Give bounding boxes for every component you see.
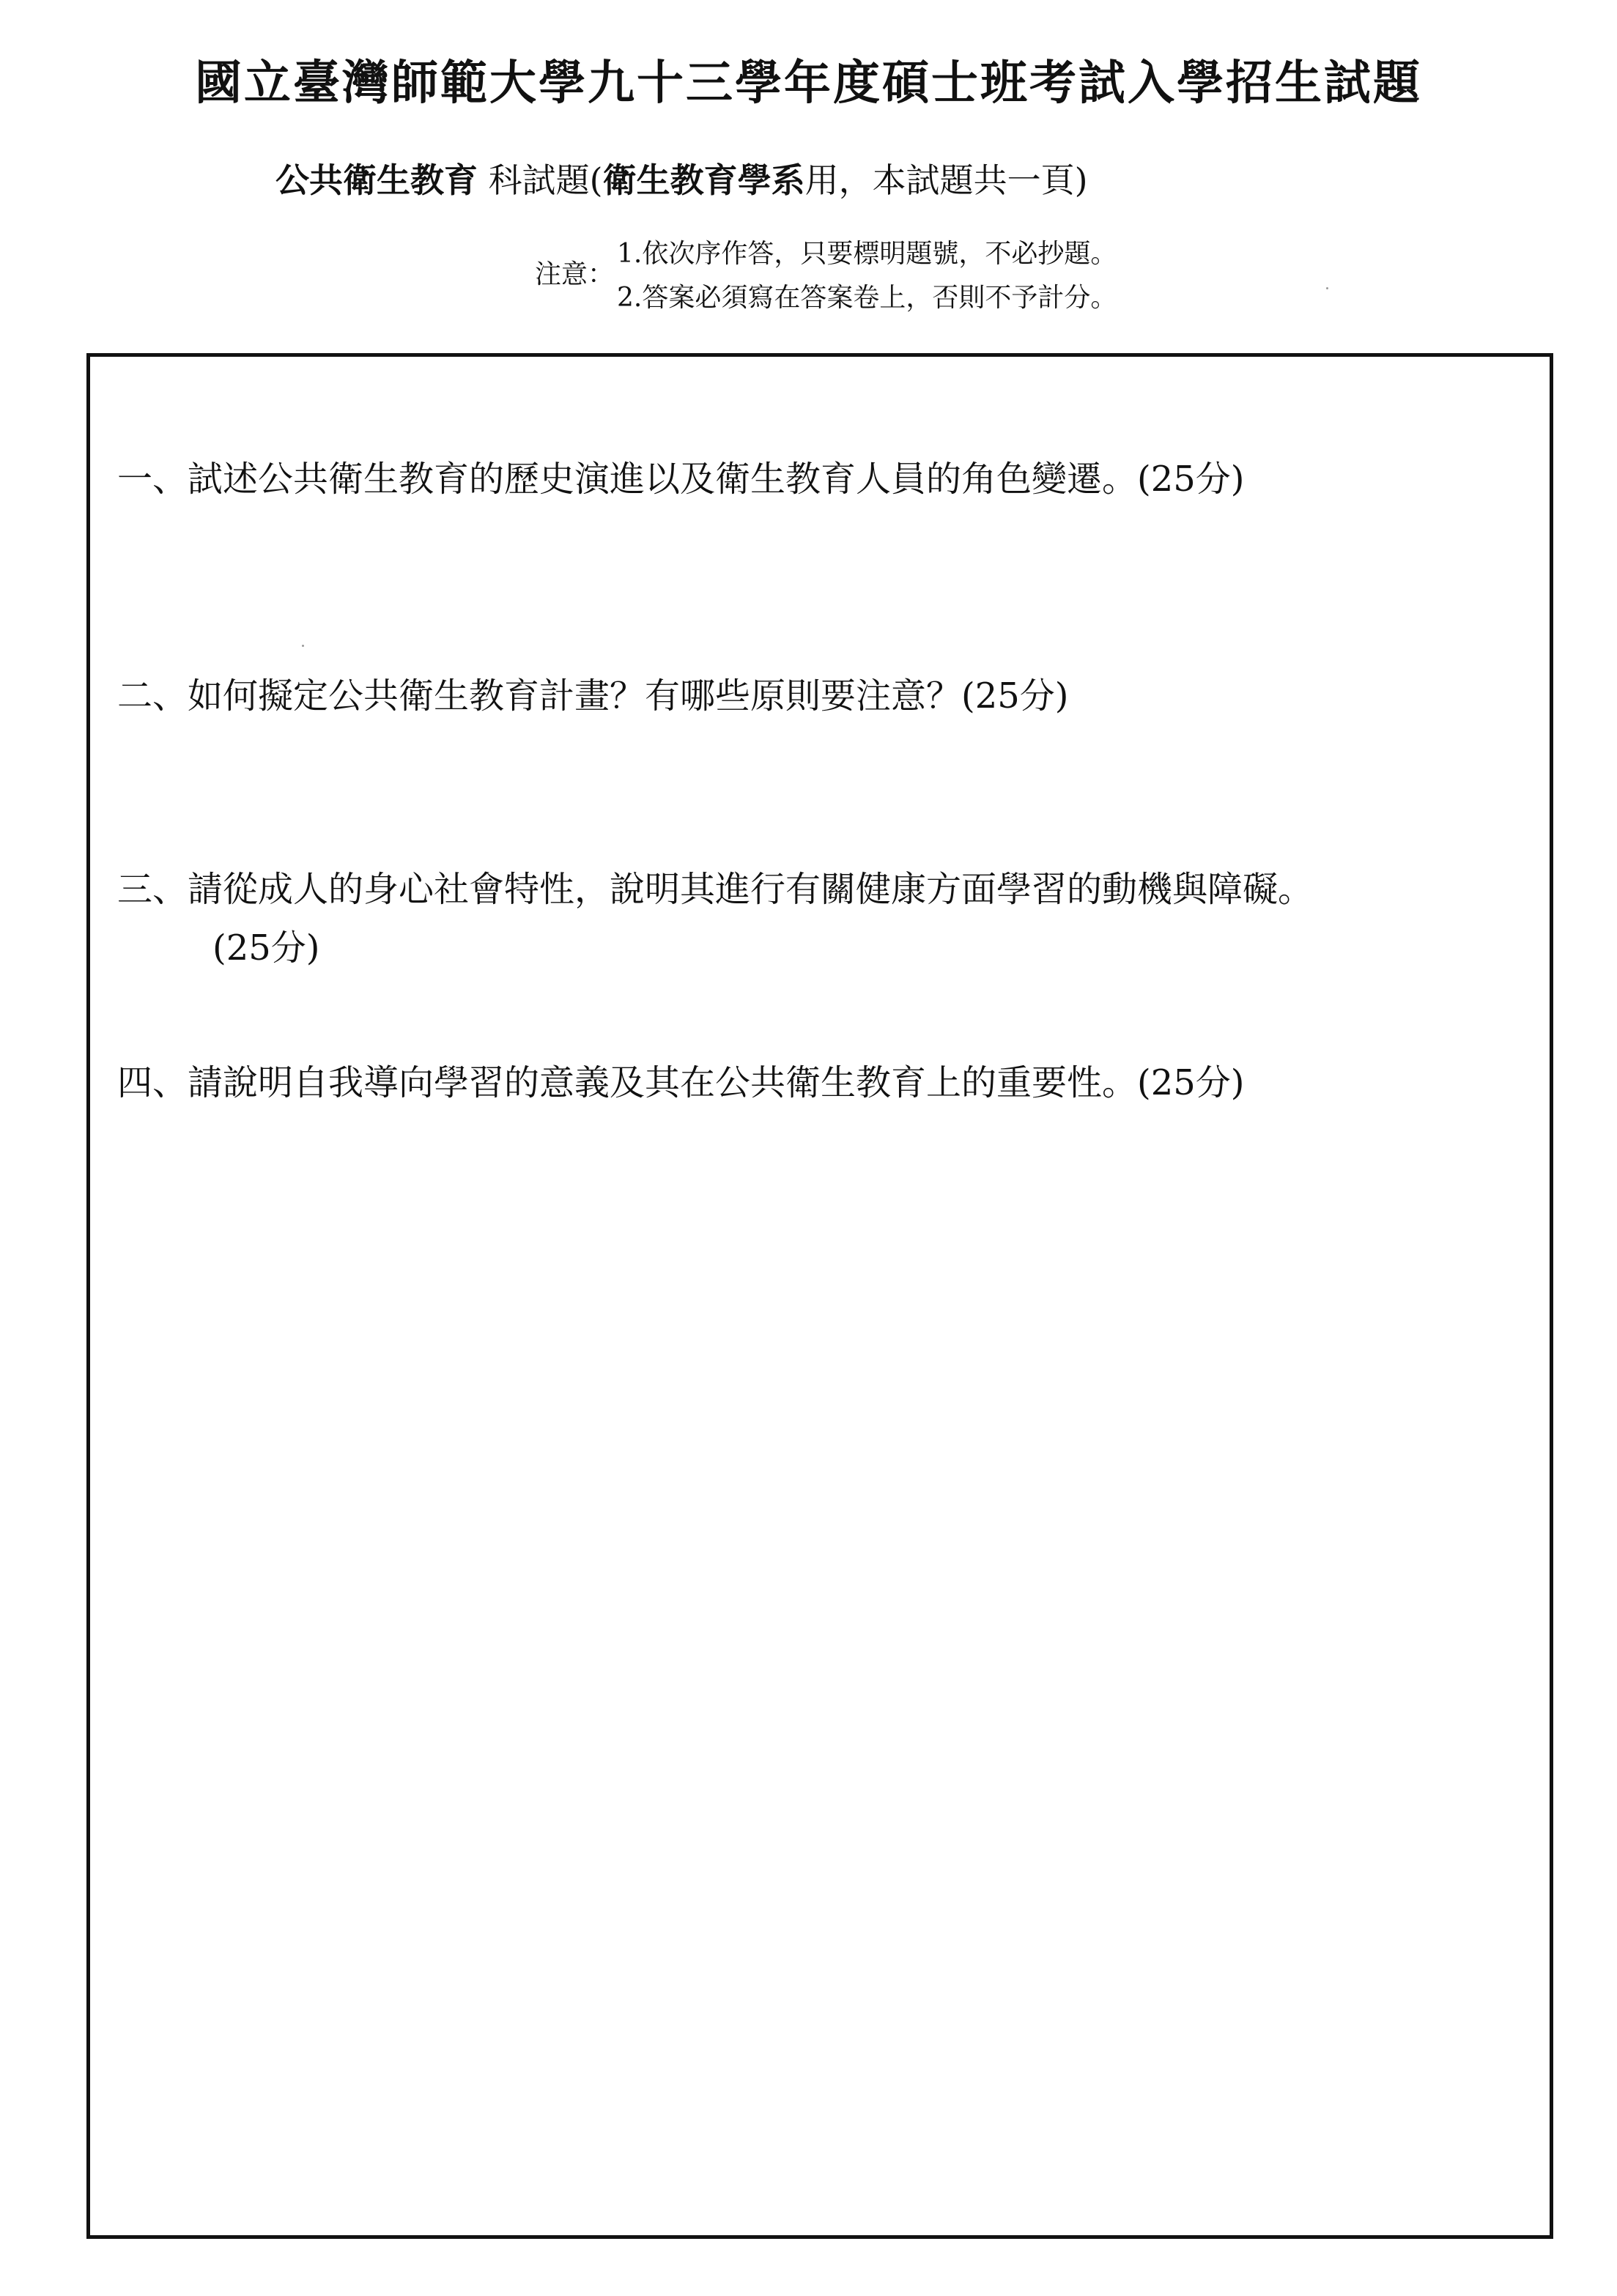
question-2: 二、如何擬定公共衛生教育計畫？有哪些原則要注意？(25分) bbox=[117, 675, 1069, 716]
subject-name: 公共衛生教育 bbox=[275, 160, 478, 200]
notice-label: 注意： bbox=[535, 259, 615, 289]
question-3-points: (25分) bbox=[212, 927, 320, 969]
department-suffix: 用，本試題共一頁) bbox=[804, 160, 1088, 200]
question-1: 一、試述公共衛生教育的歷史演進以及衛生教育人員的角色變遷。(25分) bbox=[117, 459, 1245, 500]
question-4: 四、請說明自我導向學習的意義及其在公共衛生教育上的重要性。(25分) bbox=[117, 1062, 1245, 1103]
subject-suffix: 科試題 bbox=[488, 160, 590, 200]
scan-speck bbox=[1326, 287, 1328, 289]
department-name: 衛生教育學系 bbox=[602, 160, 805, 200]
notice-item-2: 2.答案必須寫在答案卷上，否則不予計分。 bbox=[617, 283, 1117, 313]
question-frame bbox=[86, 353, 1553, 2239]
page-title: 國立臺灣師範大學九十三學年度碩士班考試入學招生試題 bbox=[195, 56, 1422, 111]
scan-speck bbox=[302, 645, 304, 647]
exam-subtitle bbox=[275, 154, 1088, 202]
question-3: 三、請從成人的身心社會特性，說明其進行有關健康方面學習的動機與障礙。 bbox=[117, 869, 1314, 910]
department-open-paren: ( bbox=[589, 160, 603, 200]
notice-item-1: 1.依次序作答，只要標明題號，不必抄題。 bbox=[617, 239, 1117, 269]
